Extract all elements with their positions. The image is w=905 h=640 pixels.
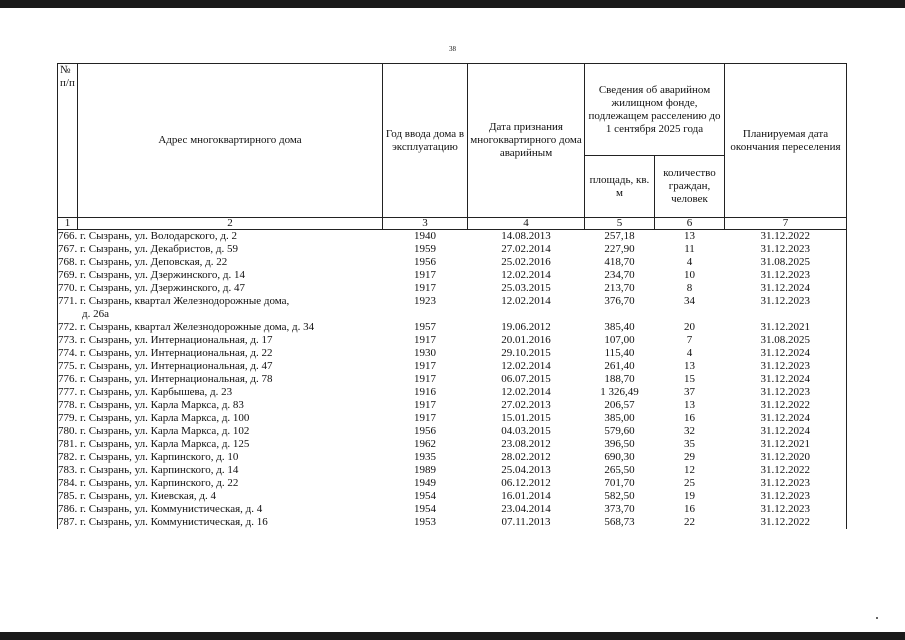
plan-date-cell: 31.12.2023	[725, 490, 847, 503]
plan-date-cell: 31.12.2023	[725, 243, 847, 256]
plan-date-cell: 31.12.2024	[725, 347, 847, 360]
count-cell: 19	[684, 490, 695, 502]
year-cell: 1923	[414, 295, 436, 307]
year-cell: 1935	[414, 451, 436, 463]
table-row	[58, 412, 847, 425]
count-cell: 7	[686, 334, 693, 346]
table-row	[58, 256, 847, 269]
area-cell: 396,50	[604, 438, 635, 450]
address-cell	[58, 256, 383, 269]
date-cell: 14.08.2013	[501, 230, 551, 242]
year-cell: 1940	[414, 230, 436, 242]
address-cell	[58, 373, 383, 386]
count-cell: 8	[686, 282, 693, 294]
table-row	[58, 295, 847, 321]
year-cell: 1917	[414, 334, 436, 346]
date-cell: 12.02.2014	[501, 386, 551, 398]
count-cell: 35	[684, 438, 695, 450]
address-cell	[58, 321, 383, 334]
address-text: 787. г. Сызрань, ул. Коммунистическая, д. 16	[58, 516, 268, 528]
count-cell: 20	[684, 321, 695, 333]
plan-date-cell: 31.12.2022	[725, 230, 847, 244]
address-text: 780. г. Сызрань, ул. Карла Маркса, д. 102	[58, 425, 250, 437]
area-cell: 213,70	[604, 282, 635, 294]
address-cell	[58, 334, 383, 347]
table-row	[58, 269, 847, 282]
area-cell: 373,70	[604, 503, 635, 515]
address-text: 770. г. Сызрань, ул. Дзержинского, д. 47	[58, 282, 246, 294]
year-cell: 1917	[414, 269, 436, 281]
scan-border-top	[0, 0, 905, 8]
count-cell: 11	[684, 243, 695, 255]
address-cell	[58, 503, 383, 516]
address-cell	[58, 230, 383, 244]
table-row	[58, 360, 847, 373]
address-text: 772. г. Сызрань, квартал Железнодорожные дома, д. 34	[58, 321, 315, 333]
plan-date-cell: 31.12.2023	[725, 360, 847, 373]
address-text-continued: д. 26а	[82, 308, 109, 320]
count-cell: 16	[684, 412, 695, 424]
table-row	[58, 516, 847, 529]
area-cell: 579,60	[604, 425, 635, 437]
year-cell: 1959	[414, 243, 436, 255]
address-cell	[58, 490, 383, 503]
count-cell: 34	[684, 295, 695, 307]
column-numbers-row	[58, 218, 847, 230]
address-cell	[58, 412, 383, 425]
date-cell: 27.02.2014	[501, 243, 551, 255]
count-cell: 15	[684, 373, 695, 385]
address-text: 768. г. Сызрань, ул. Деповская, д. 22	[58, 256, 228, 268]
area-cell: 115,40	[604, 347, 635, 359]
header-year: Год ввода дома в эксплуатацию	[383, 64, 468, 218]
header-date: Дата признания многоквартирного дома аварийным	[468, 64, 585, 218]
plan-date-cell: 31.12.2023	[725, 386, 847, 399]
header-group: Сведения об аварийном жилищном фонде, подлежащем расселению до 1 сентября 2025 года	[585, 64, 725, 156]
year-cell: 1957	[414, 321, 436, 333]
area-cell: 265,50	[604, 464, 635, 476]
year-cell: 1930	[414, 347, 436, 359]
count-cell: 25	[684, 477, 695, 489]
date-cell: 16.01.2014	[501, 490, 551, 502]
date-cell: 25.04.2013	[501, 464, 551, 476]
address-cell	[58, 347, 383, 360]
address-text: 773. г. Сызрань, ул. Интернациональная, д. 17	[58, 334, 273, 346]
address-text: 771. г. Сызрань, квартал Железнодорожные дома,	[58, 295, 290, 307]
year-cell: 1953	[414, 516, 436, 528]
address-text: 781. г. Сызрань, ул. Карла Маркса, д. 125	[58, 438, 250, 450]
table-row	[58, 230, 847, 244]
area-cell: 188,70	[604, 373, 635, 385]
header-address: Адрес многоквартирного дома	[78, 64, 383, 218]
address-cell	[58, 269, 383, 282]
address-text: 774. г. Сызрань, ул. Интернациональная, д. 22	[58, 347, 273, 359]
date-cell: 25.03.2015	[501, 282, 551, 294]
count-cell: 13	[684, 230, 695, 242]
address-text: 775. г. Сызрань, ул. Интернациональная, д. 47	[58, 360, 273, 372]
plan-date-cell: 31.12.2023	[725, 269, 847, 282]
year-cell: 1956	[414, 425, 436, 437]
plan-date-cell: 31.12.2023	[725, 295, 847, 321]
column-number: 2	[78, 218, 383, 230]
year-cell: 1962	[414, 438, 436, 450]
year-cell: 1917	[414, 360, 436, 372]
page-number: 38	[449, 45, 456, 53]
area-cell: 385,40	[604, 321, 635, 333]
column-number: 7	[725, 218, 847, 230]
table-row	[58, 503, 847, 516]
count-cell: 32	[684, 425, 695, 437]
plan-date-cell: 31.12.2023	[725, 477, 847, 490]
table-row	[58, 386, 847, 399]
year-cell: 1949	[414, 477, 436, 489]
address-text: 782. г. Сызрань, ул. Карпинского, д. 10	[58, 451, 239, 463]
table-row	[58, 321, 847, 334]
address-text: 767. г. Сызрань, ул. Декабристов, д. 59	[58, 243, 239, 255]
scan-speck	[876, 617, 878, 619]
count-cell: 29	[684, 451, 695, 463]
table-row	[58, 451, 847, 464]
header-num: № п/п	[58, 64, 78, 218]
plan-date-cell: 31.08.2025	[725, 334, 847, 347]
address-text: 783. г. Сызрань, ул. Карпинского, д. 14	[58, 464, 239, 476]
year-cell: 1956	[414, 256, 436, 268]
year-cell: 1989	[414, 464, 436, 476]
plan-date-cell: 31.12.2022	[725, 516, 847, 529]
plan-date-cell: 31.08.2025	[725, 256, 847, 269]
area-cell: 234,70	[604, 269, 635, 281]
date-cell: 23.04.2014	[501, 503, 551, 515]
address-text: 784. г. Сызрань, ул. Карпинского, д. 22	[58, 477, 239, 489]
address-cell	[58, 425, 383, 438]
table-row	[58, 282, 847, 295]
count-cell: 4	[686, 347, 693, 359]
area-cell: 568,73	[604, 516, 635, 528]
count-cell: 12	[684, 464, 695, 476]
table-body	[58, 230, 847, 530]
plan-date-cell: 31.12.2024	[725, 373, 847, 386]
plan-date-cell: 31.12.2024	[725, 425, 847, 438]
table-row	[58, 243, 847, 256]
year-cell: 1954	[414, 503, 436, 515]
housing-table	[57, 63, 847, 529]
table-row	[58, 438, 847, 451]
area-cell: 257,18	[604, 230, 635, 242]
address-cell	[58, 295, 383, 321]
address-text: 769. г. Сызрань, ул. Дзержинского, д. 14	[58, 269, 246, 281]
date-cell: 06.12.2012	[501, 477, 551, 489]
date-cell: 20.01.2016	[501, 334, 551, 346]
table-row	[58, 334, 847, 347]
count-cell: 16	[684, 503, 695, 515]
date-cell: 12.02.2014	[501, 360, 551, 372]
date-cell: 06.07.2015	[501, 373, 551, 385]
area-cell: 418,70	[604, 256, 635, 268]
address-cell	[58, 386, 383, 399]
count-cell: 4	[686, 256, 693, 268]
area-cell: 1 326,49	[600, 386, 639, 398]
year-cell: 1917	[414, 282, 436, 294]
address-cell	[58, 282, 383, 295]
address-text: 785. г. Сызрань, ул. Киевская, д. 4	[58, 490, 216, 502]
column-number: 6	[655, 218, 725, 230]
plan-date-cell: 31.12.2022	[725, 464, 847, 477]
address-cell	[58, 464, 383, 477]
area-cell: 376,70	[604, 295, 635, 307]
count-cell: 10	[684, 269, 695, 281]
plan-date-cell: 31.12.2024	[725, 282, 847, 295]
date-cell: 15.01.2015	[501, 412, 551, 424]
address-text: 778. г. Сызрань, ул. Карла Маркса, д. 83	[58, 399, 244, 411]
plan-date-cell: 31.12.2024	[725, 412, 847, 425]
address-text: 779. г. Сызрань, ул. Карла Маркса, д. 100	[58, 412, 250, 424]
area-cell: 206,57	[604, 399, 635, 411]
scan-border-bottom	[0, 632, 905, 640]
year-cell: 1917	[414, 373, 436, 385]
area-cell: 582,50	[604, 490, 635, 502]
date-cell: 23.08.2012	[501, 438, 551, 450]
column-number: 3	[383, 218, 468, 230]
year-cell: 1917	[414, 399, 436, 411]
area-cell: 701,70	[604, 477, 635, 489]
plan-date-cell: 31.12.2021	[725, 438, 847, 451]
plan-date-cell: 31.12.2021	[725, 321, 847, 334]
year-cell: 1954	[414, 490, 436, 502]
table-row	[58, 425, 847, 438]
date-cell: 19.06.2012	[501, 321, 551, 333]
date-cell: 12.02.2014	[501, 295, 551, 307]
address-cell	[58, 399, 383, 412]
table-row	[58, 464, 847, 477]
table-row	[58, 373, 847, 386]
count-cell: 13	[684, 399, 695, 411]
date-cell: 28.02.2012	[501, 451, 551, 463]
address-text: 766. г. Сызрань, ул. Володарского, д. 2	[58, 230, 237, 242]
area-cell: 261,40	[604, 360, 635, 372]
table-row	[58, 347, 847, 360]
count-cell: 13	[684, 360, 695, 372]
area-cell: 690,30	[604, 451, 635, 463]
area-cell: 107,00	[604, 334, 635, 346]
table-row	[58, 399, 847, 412]
address-text: 777. г. Сызрань, ул. Карбышева, д. 23	[58, 386, 233, 398]
year-cell: 1916	[414, 386, 436, 398]
date-cell: 07.11.2013	[501, 516, 551, 528]
column-number: 1	[58, 218, 78, 230]
header-plan: Планируемая дата окончания переселения	[725, 64, 847, 218]
address-cell	[58, 477, 383, 490]
date-cell: 29.10.2015	[501, 347, 551, 359]
address-text: 786. г. Сызрань, ул. Коммунистическая, д. 4	[58, 503, 263, 515]
area-cell: 227,90	[604, 243, 635, 255]
table-row	[58, 490, 847, 503]
date-cell: 12.02.2014	[501, 269, 551, 281]
header-count: количество граждан, человек	[655, 156, 725, 218]
address-text: 776. г. Сызрань, ул. Интернациональная, д. 78	[58, 373, 273, 385]
address-cell	[58, 451, 383, 464]
column-number: 4	[468, 218, 585, 230]
count-cell: 22	[684, 516, 695, 528]
table-row	[58, 477, 847, 490]
area-cell: 385,00	[604, 412, 635, 424]
plan-date-cell: 31.12.2020	[725, 451, 847, 464]
header-area: площадь, кв. м	[585, 156, 655, 218]
date-cell: 04.03.2015	[501, 425, 551, 437]
year-cell: 1917	[414, 412, 436, 424]
address-cell	[58, 438, 383, 451]
date-cell: 25.02.2016	[501, 256, 551, 268]
plan-date-cell: 31.12.2023	[725, 503, 847, 516]
address-cell	[58, 360, 383, 373]
column-number: 5	[585, 218, 655, 230]
count-cell: 37	[684, 386, 695, 398]
plan-date-cell: 31.12.2022	[725, 399, 847, 412]
address-cell	[58, 243, 383, 256]
date-cell: 27.02.2013	[501, 399, 551, 411]
address-cell	[58, 516, 383, 529]
